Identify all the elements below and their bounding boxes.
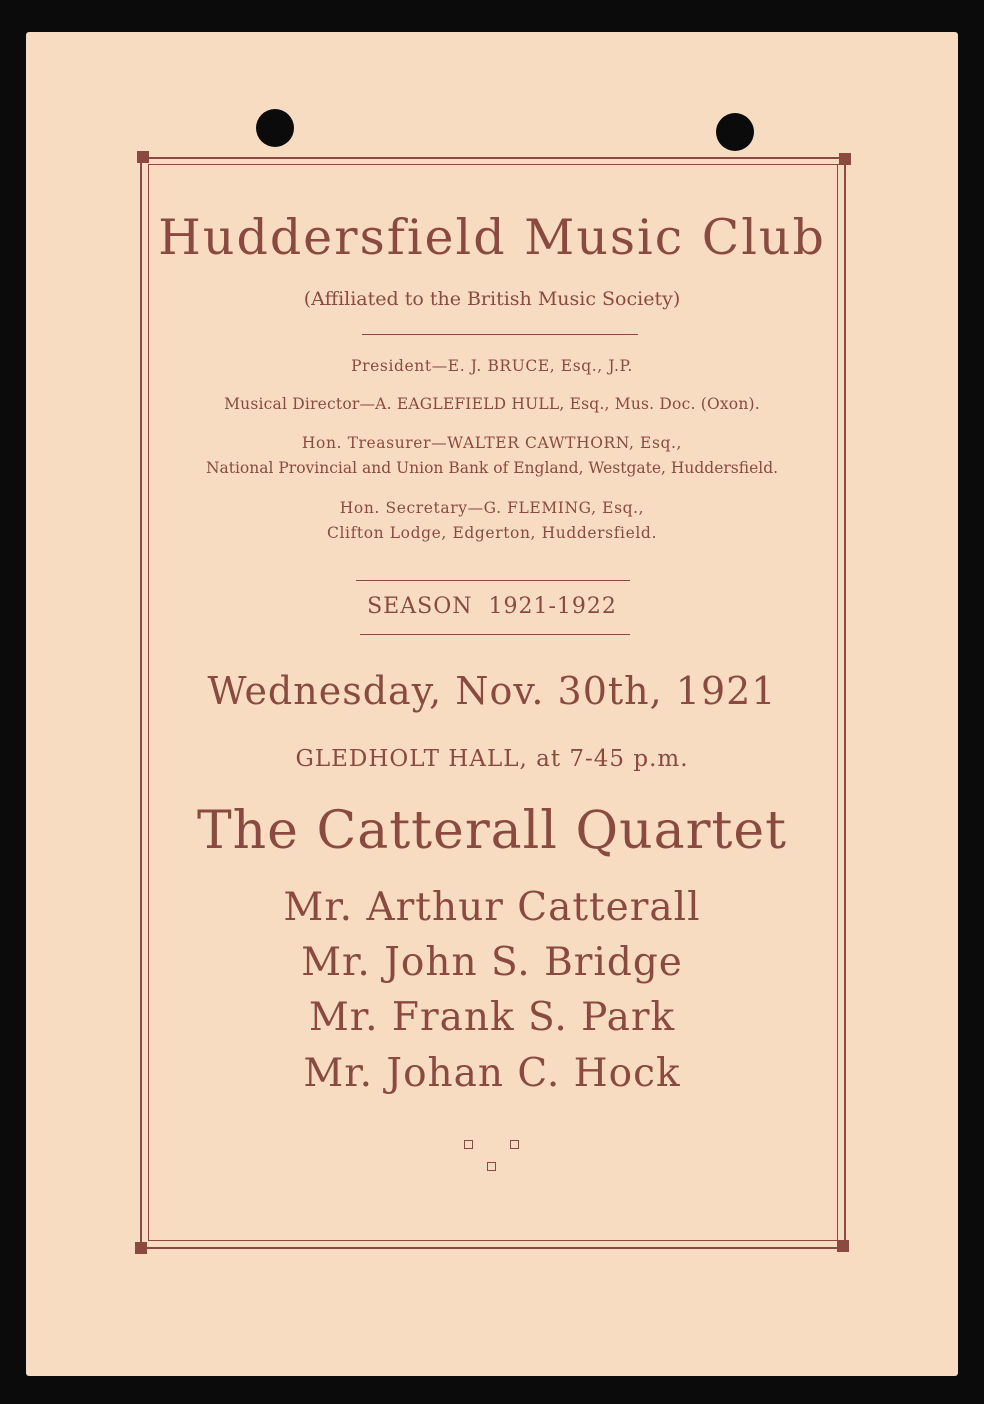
treasurer-line: Hon. Treasurer—WALTER CAWTHORN, Esq., [301,434,683,452]
divider [362,334,638,335]
musical-director-line: Musical Director—A. EAGLEFIELD HULL, Esq., Mus. Doc. (Oxon). [224,395,760,413]
divider [356,580,630,581]
performer-name: Mr. Johan C. Hock [303,1051,681,1096]
secretary-address: Clifton Lodge, Edgerton, Huddersfield. [327,524,657,542]
corner-ornament [137,151,149,163]
event-title: The Catterall Quartet [196,801,788,861]
punch-hole-right [716,113,754,151]
divider [360,634,630,635]
corner-ornament [135,1242,147,1254]
treasurer-address: National Provincial and Union Bank of England, Westgate, Huddersfield. [205,459,779,477]
affiliation: (Affiliated to the British Music Society) [303,288,681,310]
event-venue: GLEDHOLT HALL, at 7-45 p.m. [295,746,689,772]
performer-name: Mr. Arthur Catterall [283,885,701,930]
club-name: Huddersfield Music Club [158,209,826,266]
corner-ornament [839,153,851,165]
corner-ornament [837,1240,849,1252]
punch-hole-left [256,109,294,147]
president-line: President—E. J. BRUCE, Esq., J.P. [351,357,633,375]
event-date: Wednesday, Nov. 30th, 1921 [207,669,777,713]
performer-name: Mr. Frank S. Park [308,995,676,1040]
performer-name: Mr. John S. Bridge [301,940,683,985]
secretary-line: Hon. Secretary—G. FLEMING, Esq., [339,499,645,517]
season: SEASON 1921-1922 [367,594,617,619]
